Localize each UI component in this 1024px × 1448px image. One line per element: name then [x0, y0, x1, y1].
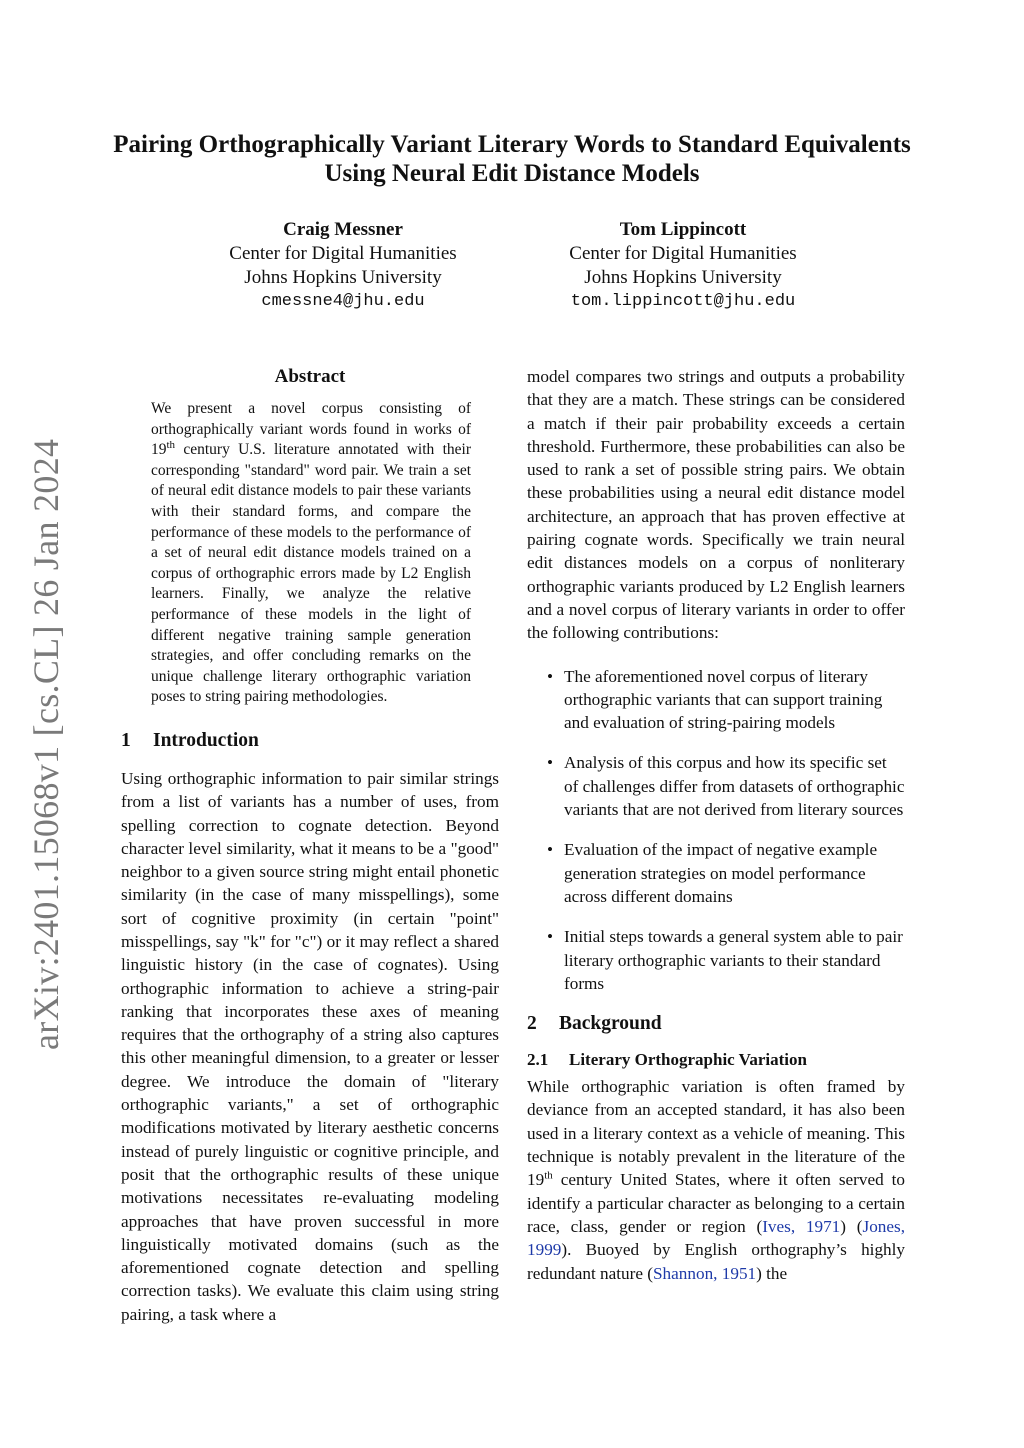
section-heading-background	[527, 1012, 905, 1036]
introduction-continuation: model compares two strings and outputs a probability that they are a match. These strings can be considered a match if their pair probability exceeds a certain threshold. Furthermore, these probabilities can also be used to rank a set of possible string pairs. We obtain these probabilities using a neural edit distance model architecture, an approach that has proven effective at pairing cognate words. Specifically we train neural edit distances models on a corpus of nonliterary orthographic variants produced by L2 English learners and a novel corpus of literary variants in order to offer the following contributions:	[527, 367, 905, 643]
author-email[interactable]: tom.lippincott@jhu.edu	[570, 292, 796, 311]
paragraph-text-part: century United States, where it often served to identify a particular character as belonging to a certain race, class, gender or region (	[527, 1170, 905, 1236]
paragraph-text-part: ) the	[756, 1263, 788, 1283]
subsection-heading	[527, 1049, 905, 1071]
abstract-text-part: We present a novel corpus consisting of orthographically variant words found in works of 19	[151, 400, 471, 459]
author-name: Craig Messner	[283, 219, 403, 240]
abstract-text	[151, 399, 471, 708]
section-heading-introduction	[121, 729, 499, 753]
right-column	[527, 365, 905, 1285]
author-email[interactable]: cmessne4@jhu.edu	[261, 292, 425, 311]
list-item-text: Analysis of this corpus and how its specific set of challenges differ from datasets of orthographic variants that are not derived from literary sources	[564, 753, 905, 820]
citation-link[interactable]: Shannon, 1951	[653, 1263, 757, 1283]
superscript: th	[544, 1169, 553, 1182]
section-title: Background	[559, 1013, 662, 1035]
bullet-icon: •	[547, 753, 554, 773]
author-name: Tom Lippincott	[619, 219, 747, 240]
list-item	[527, 751, 905, 821]
author-affiliation: Center for Digital Humanities	[229, 243, 457, 264]
bullet-icon: •	[547, 666, 554, 686]
contributions-list	[527, 665, 905, 996]
introduction-paragraph: Using orthographic information to pair similar strings from a list of variants has a number of uses, from spelling correction to cognate detection. Beyond character level similarity, what it means to be a "good" neighbor to a given source string might entail phonetic similarity (in the case of many misspellings), some sort of cognitive proximity (in certain "point" misspellings, say "k" for "c") or it may reflect a shared linguistic history (in the case of cognates). Using orthographic information to achieve a string-pair ranking that incorporates these axes of meaning requires that the orthography of a string also captures this other meaningful dimension, to a greater or lesser degree. We introduce the domain of "literary orthographic variants," a set of orthographic modifications motivated by literary aesthetic concerns instead of purely linguistic or cognitive principle, and posit that the orthographic results of these unique motivations necessitates re-evaluating modeling approaches that have proven successful in more linguistically motivated domains (such as the aforementioned cognate detection and spelling correction tasks). We evaluate this claim using string pairing, a task where a	[121, 768, 499, 1324]
background-paragraph	[527, 1075, 905, 1285]
paragraph-text-part: ). Buoyed by English orthography’s highly redundant nature (	[527, 1240, 905, 1283]
list-item	[527, 838, 905, 908]
citation-link[interactable]: Ives, 1971	[762, 1216, 841, 1236]
author-block-2	[528, 218, 838, 314]
arxiv-identifier: arXiv:2401.15068v1 [cs.CL] 26 Jan 2024	[26, 438, 66, 1050]
abstract-heading: Abstract	[274, 366, 346, 387]
bullet-icon: •	[547, 840, 554, 860]
paragraph-text-part: ) (	[840, 1216, 863, 1236]
bullet-icon: •	[547, 927, 554, 947]
left-column	[121, 365, 499, 1326]
list-item-text: Evaluation of the impact of negative example generation strategies on model performance across different domains	[564, 840, 878, 906]
section-number: 2	[527, 1013, 537, 1035]
list-item-text: Initial steps towards a general system able to pair literary orthographic variants to their standard forms	[564, 927, 903, 993]
section-number: 1	[121, 729, 131, 751]
author-affiliation: Center for Digital Humanities	[569, 243, 797, 264]
list-item	[527, 665, 905, 735]
paper-title: Pairing Orthographically Variant Literary Words to Standard Equivalents Using Neural Edit Distance Models	[113, 131, 911, 187]
paragraph-text-part: While orthographic variation is often framed by deviance from an accepted standard, it has also been used in a literary context as a vehicle of meaning. This technique is notably prevalent in the literature of the 19	[527, 1077, 905, 1190]
list-item	[527, 925, 905, 995]
list-item-text: The aforementioned novel corpus of literary orthographic variants that can support training and evaluation of string-pairing models	[564, 666, 883, 733]
abstract-superscript: th	[166, 439, 176, 452]
abstract-text-part: century U.S. literature annotated with their corresponding "standard" word pair. We train a set of neural edit distance models to pair these variants with their standard forms, and compare the performance of these models to the performance of a set of neural edit distance models trained on a corpus of orthographic errors made by L2 English learners. Finally, we analyze the relative performance of these models in the light of different negative training sample generation strategies, and offer concluding remarks on the unique challenge literary orthographic variation poses to string pairing methodologies.	[151, 441, 471, 706]
section-title: Introduction	[153, 729, 259, 751]
author-institution: Johns Hopkins University	[584, 267, 782, 288]
author-block-1	[190, 218, 496, 314]
subsection-title: Literary Orthographic Variation	[569, 1050, 807, 1070]
subsection-number: 2.1	[527, 1050, 549, 1070]
citation-link[interactable]: Jones, 1999	[527, 1216, 906, 1260]
author-institution: Johns Hopkins University	[244, 267, 442, 288]
